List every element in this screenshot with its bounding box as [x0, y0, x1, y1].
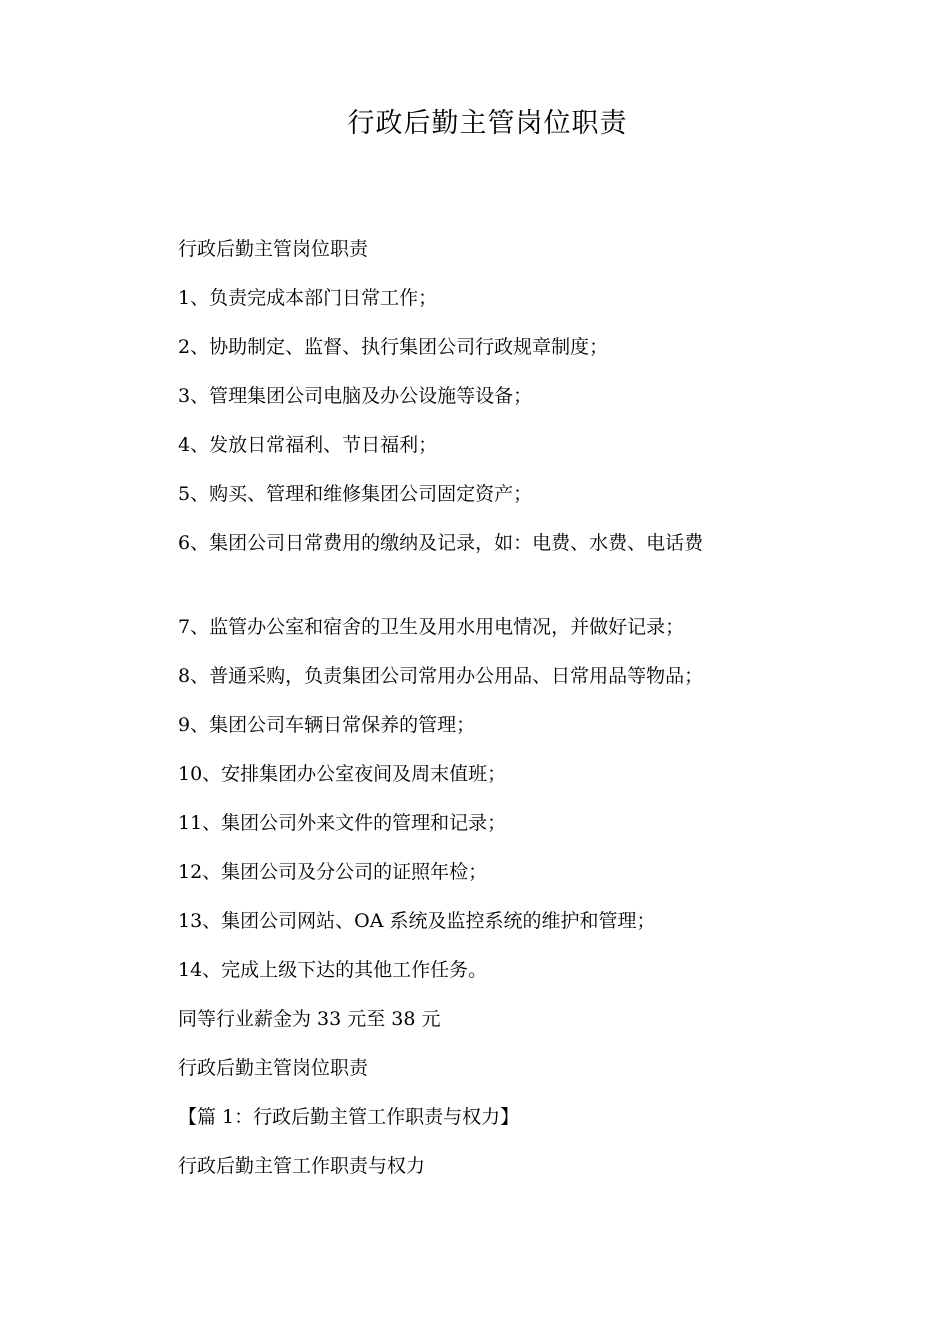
duty-item-8: 8、普通采购，负责集团公司常用办公用品、日常用品等物品； [178, 665, 704, 687]
duty-item-1: 1、负责完成本部门日常工作； [178, 287, 438, 309]
duty-item-6: 6、集团公司日常费用的缴纳及记录，如：电费、水费、电话费 [178, 532, 704, 554]
duty-item-2: 2、协助制定、监督、执行集团公司行政规章制度； [178, 336, 609, 358]
salary-note: 同等行业薪金为 33 元至 38 元 [178, 1008, 441, 1030]
chapter-heading: 【篇 1：行政后勤主管工作职责与权力】 [178, 1106, 520, 1128]
duty-item-13: 13、集团公司网站、OA 系统及监控系统的维护和管理； [178, 910, 656, 932]
section-heading: 行政后勤主管岗位职责 [178, 238, 369, 260]
duty-item-4: 4、发放日常福利、节日福利； [178, 434, 438, 456]
duty-item-3: 3、管理集团公司电脑及办公设施等设备； [178, 385, 533, 407]
duty-item-5: 5、购买、管理和维修集团公司固定资产； [178, 483, 533, 505]
document-title: 行政后勤主管岗位职责 [347, 108, 628, 139]
repeat-heading: 行政后勤主管岗位职责 [178, 1057, 369, 1079]
duty-item-9: 9、集团公司车辆日常保养的管理； [178, 714, 476, 736]
document-body [178, 232, 818, 1198]
duty-item-14: 14、完成上级下达的其他工作任务。 [178, 959, 488, 981]
duty-item-12: 12、集团公司及分公司的证照年检； [178, 861, 488, 883]
duty-item-11: 11、集团公司外来文件的管理和记录； [178, 812, 507, 834]
chapter-subtitle: 行政后勤主管工作职责与权力 [178, 1155, 426, 1177]
duty-item-10: 10、安排集团办公室夜间及周末值班； [178, 763, 507, 785]
duty-item-7: 7、监管办公室和宿舍的卫生及用水用电情况，并做好记录； [178, 616, 685, 638]
